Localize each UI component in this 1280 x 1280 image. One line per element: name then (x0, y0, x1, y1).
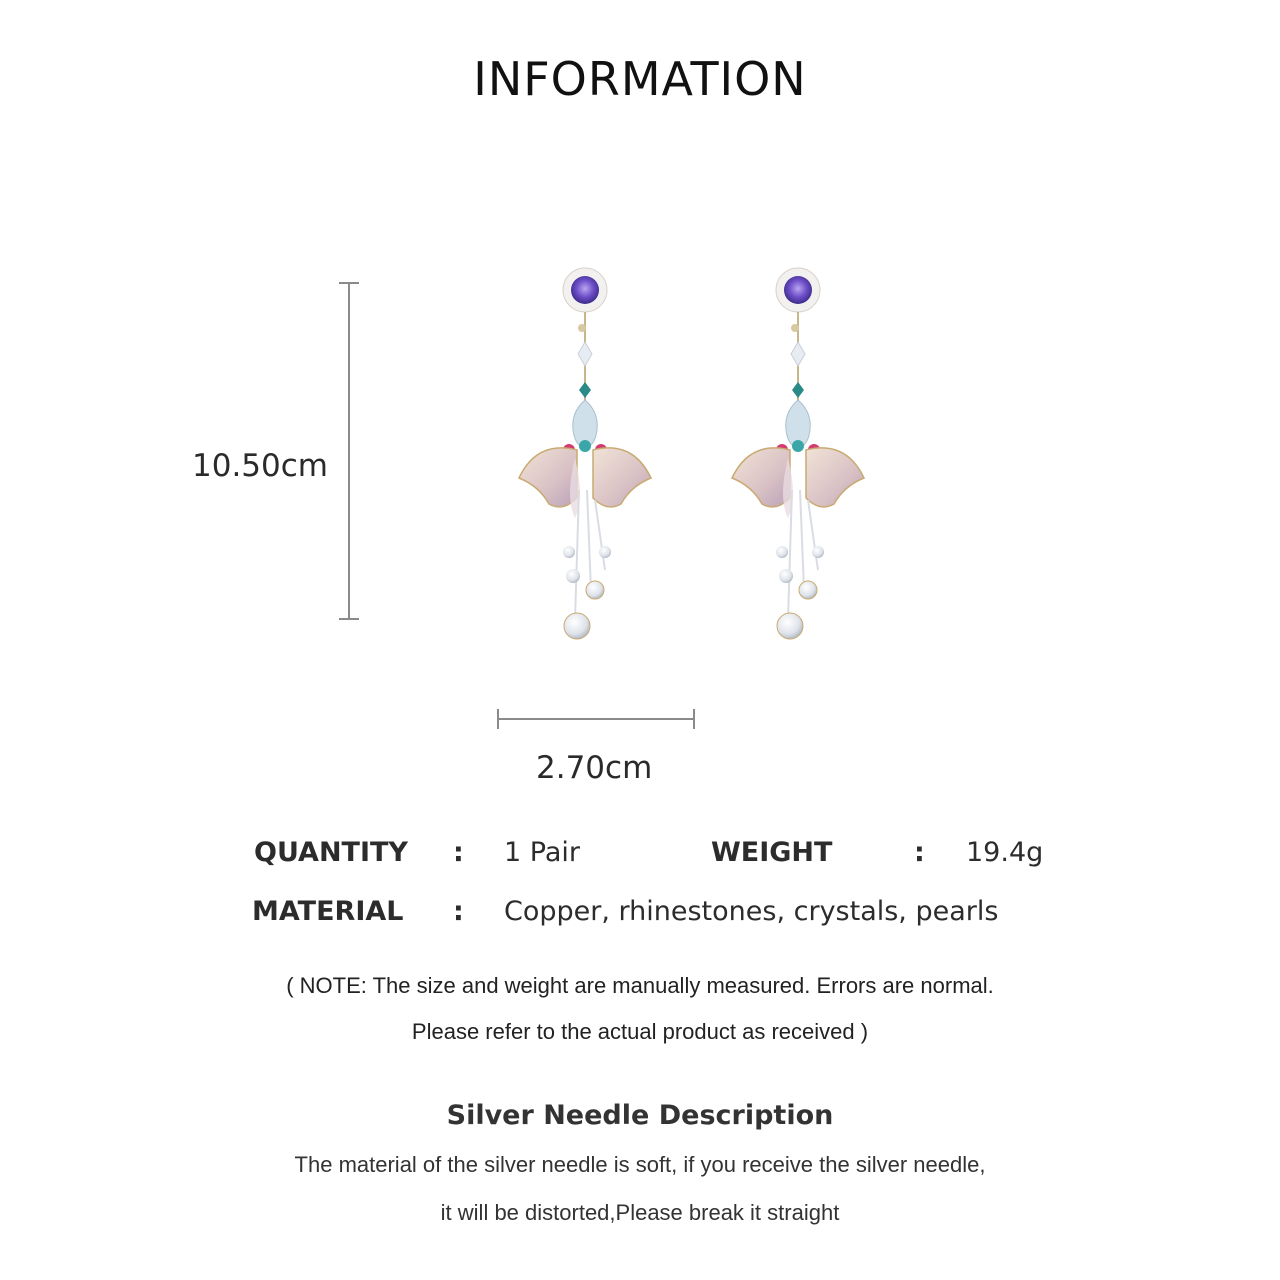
note-line-1: ( NOTE: The size and weight are manually measured. Errors are normal. (286, 973, 994, 998)
weight-separator: : (914, 837, 925, 868)
weight-label: WEIGHT (711, 837, 833, 868)
silver-needle-line-2: it will be distorted,Please break it straight (440, 1200, 840, 1225)
quantity-label: QUANTITY (254, 837, 408, 868)
height-label: 10.50cm (192, 448, 328, 484)
width-measure-line (498, 709, 694, 729)
silver-needle-title: Silver Needle Description (446, 1100, 834, 1131)
weight-value: 19.4g (966, 837, 1044, 868)
silver-needle-line-1: The material of the silver needle is soft, if you receive the silver needle, (294, 1152, 986, 1177)
page-title: INFORMATION (473, 52, 807, 106)
earring-right (732, 268, 864, 639)
height-measure-line (339, 283, 359, 619)
quantity-value: 1 Pair (504, 837, 580, 868)
earring-left (519, 268, 651, 639)
material-value: Copper, rhinestones, crystals, pearls (504, 896, 999, 927)
material-separator: : (453, 896, 464, 927)
width-label: 2.70cm (536, 750, 653, 786)
material-label: MATERIAL (252, 896, 404, 927)
note-line-2: Please refer to the actual product as received ) (411, 1019, 869, 1044)
quantity-separator: : (453, 837, 464, 868)
